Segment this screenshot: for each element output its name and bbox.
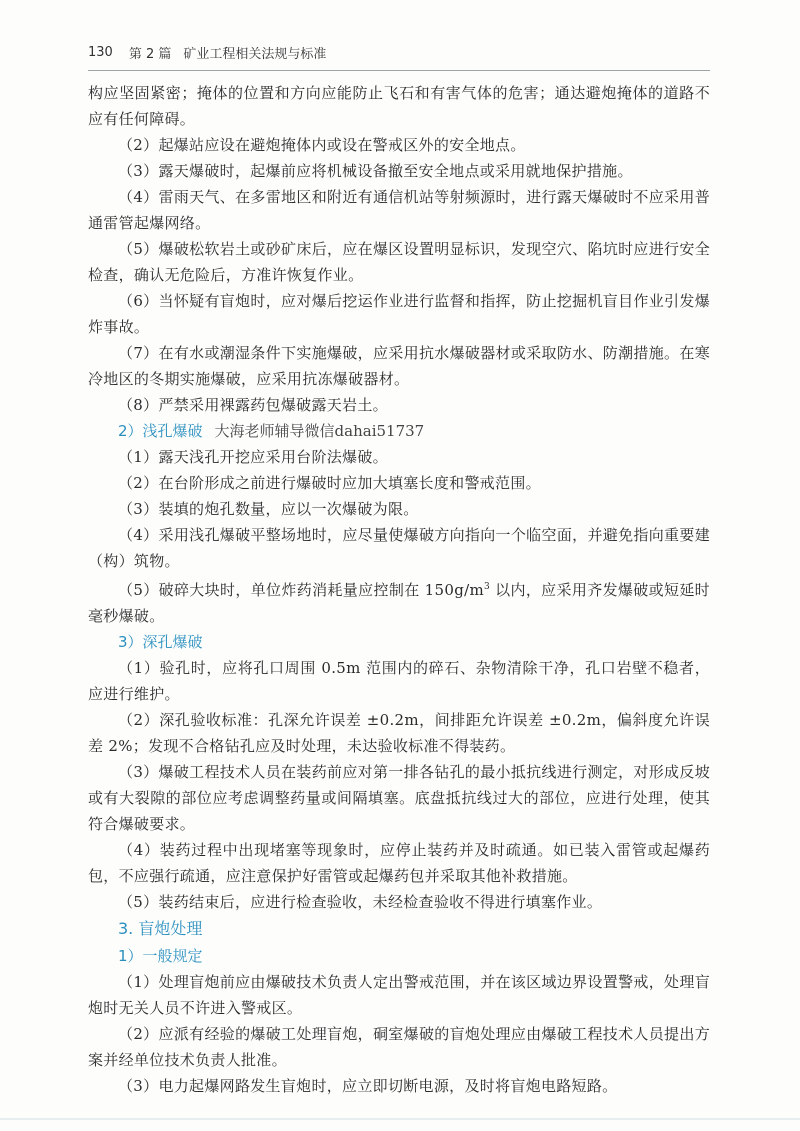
paragraph: （4）雷雨天气、在多雷地区和附近有通信机站等射频源时，进行露天爆破时不应采用普通雷管起爆网络。 <box>88 188 710 232</box>
chapter-title: 矿业工程相关法规与标准 <box>183 46 327 62</box>
paragraph: （7）在有水或潮湿条件下实施爆破，应采用抗水爆破器材或采取防水、防潮措施。在寒冷地区的冬期实施爆破，应采用抗冻爆破器材。 <box>88 344 710 388</box>
running-header <box>88 40 708 64</box>
paragraph: （5）爆破松软岩土或砂矿床后，应在爆区设置明显标识，发现空穴、陷坑时应进行安全检查，确认无危险后，方准许恢复作业。 <box>88 240 710 284</box>
paragraph: （4）采用浅孔爆破平整场地时，应尽量使爆破方向指向一个临空面，并避免指向重要建（构）筑物。 <box>88 526 710 570</box>
paragraph: 构应坚固紧密；掩体的位置和方向应能防止飞石和有害气体的危害；通达避炮掩体的道路不应有任何障碍。 <box>88 84 710 128</box>
subsection-heading-deep-hole: 3）深孔爆破 <box>118 633 203 651</box>
superscript: 3 <box>483 582 491 592</box>
paragraph: （1）处理盲炮前应由爆破技术负责人定出警戒范围，并在该区域边界设置警戒，处理盲炮时无关人员不许进入警戒区。 <box>88 973 710 1017</box>
paragraph: （1）验孔时，应将孔口周围 0.5m 范围内的碎石、杂物清除干净，孔口岩壁不稳者，应进行维护。 <box>88 659 710 703</box>
part-label: 第 2 篇 <box>128 46 172 62</box>
text-run: （5）破碎大块时，单位炸药消耗量应控制在 150g/m <box>118 581 484 599</box>
paragraph: （2）应派有经验的爆破工处理盲炮，硐室爆破的盲炮处理应由爆破工程技术人员提出方案并经单位技术负责人批准。 <box>88 1025 710 1069</box>
page-number: 130 <box>88 44 113 60</box>
paragraph <box>88 574 710 629</box>
paragraph: （2）在台阶形成之前进行爆破时应加大填塞长度和警戒范围。 <box>118 474 541 492</box>
paragraph: （3）露天爆破时，起爆前应将机械设备撤至安全地点或采用就地保护措施。 <box>118 162 633 180</box>
subsection-heading-general: 1）一般规定 <box>118 947 203 965</box>
subsection-heading-shallow-hole <box>88 418 710 444</box>
paragraph: （5）装药结束后，应进行检查验收，未经检查验收不得进行填塞作业。 <box>118 893 603 911</box>
section-heading-blind-shot: 3. 盲炮处理 <box>118 919 203 938</box>
paragraph: （6）当怀疑有盲炮时，应对爆后挖运作业进行监督和指挥，防止挖掘机盲目作业引发爆炸事故。 <box>88 292 710 336</box>
header-divider <box>88 70 710 71</box>
paragraph: （3）装填的炮孔数量，应以一次爆破为限。 <box>118 500 419 518</box>
footer-divider <box>0 1118 800 1120</box>
paragraph: （4）装药过程中出现堵塞等现象时，应停止装药并及时疏通。如已装入雷管或起爆药包，不应强行疏通，应注意保护好雷管或起爆药包并采取其他补救措施。 <box>88 841 710 885</box>
paragraph: （3）电力起爆网路发生盲炮时，应立即切断电源，及时将盲炮电路短路。 <box>118 1077 618 1095</box>
heading-text: 2）浅孔爆破 <box>118 422 203 440</box>
page-body <box>88 80 710 1099</box>
text-run: 以内，应采用齐发爆破或短延时毫秒爆破。 <box>88 581 710 625</box>
paragraph: （1）露天浅孔开挖应采用台阶法爆破。 <box>118 448 388 466</box>
paragraph: （2）深孔验收标准：孔深允许误差 ±0.2m，间排距允许误差 ±0.2m，偏斜度允许误差 2%；发现不合格钻孔应及时处理，未达验收标准不得装药。 <box>88 711 710 755</box>
paragraph: （3）爆破工程技术人员在装药前应对第一排各钻孔的最小抵抗线进行测定，对形成反坡或有大裂隙的部位应考虑调整药量或间隔填塞。底盘抵抗线过大的部位，应进行处理，使其符合爆破要求。 <box>88 763 710 833</box>
watermark-text: 大海老师辅导微信dahai51737 <box>214 422 425 440</box>
paragraph: （2）起爆站应设在避炮掩体内或设在警戒区外的安全地点。 <box>118 136 526 154</box>
paragraph: （8）严禁采用裸露药包爆破露天岩土。 <box>118 396 388 414</box>
